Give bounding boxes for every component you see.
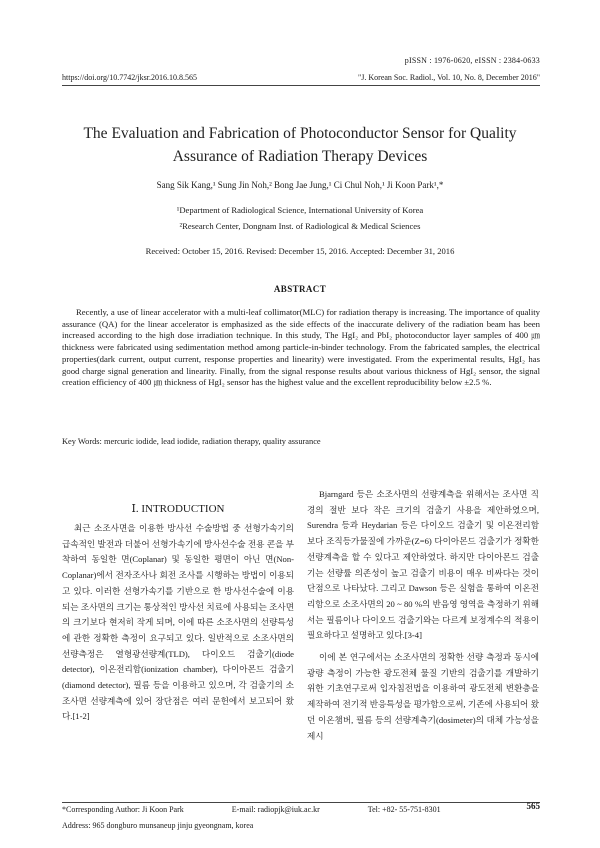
intro-paragraph-3: 이에 본 연구에서는 소조사면의 정확한 선량 측정과 동시에 광량 측정이 가능한 광도전체 물질 기반의 검출기를 개발하기 위한 기초연구로써 입자침전법을 이용하여 광도전체 변환층을 제작하여 전기적 반응특성을 평가함으로써, 기존에 사용되어 왔던 이온챔버, 필름 등의 선량계측기(dosimeter)의 대체 가능성을 제시: [307, 652, 539, 741]
email[interactable]: E-mail: radiopjk@iuk.ac.kr: [231, 805, 320, 814]
affiliation-2: ²Research Center, Dongnam Inst. of Radiological & Medical Sciences: [179, 221, 421, 231]
address: Address: 965 dongburo munsaneup jinju gyeongnam, korea: [62, 821, 254, 830]
title-line-2: Assurance of Radiation Therapy Devices: [172, 148, 428, 165]
section-title-introduction: Ⅰ. INTRODUCTION: [131, 503, 225, 515]
received-dates: Received: October 15, 2016. Revised: December 15, 2016. Accepted: December 31, 2016: [145, 246, 455, 256]
journal-citation: "J. Korean Soc. Radiol., Vol. 10, No. 8, December 2016": [358, 73, 540, 82]
corresponding-author: *Corresponding Author: Ji Koon Park: [62, 805, 184, 814]
paper-title: [60, 122, 540, 168]
doi-link[interactable]: https://doi.org/10.7742/jksr.2016.10.8.565: [62, 73, 197, 82]
abstract-heading: ABSTRACT: [273, 284, 327, 294]
intro-paragraph-2: Bjarngard 등은 소조사면의 선량계측을 위해서는 조사면 직경의 절반 보다 작은 크기의 검출기 사용을 제안하였으며, Surendra 등과 Heydarian 등은 다이오드 검출기 및 이온전리함 보다 조직등가물질에 가까운(Z=6) 다이아몬드 검출기가 정확한 선량계측을 할 수 있다고 제안하였다. 하지만 다이아몬드 검출기는 선량률 의존성이 높고 검출기 비용이 매우 비싸다는 것이 단점으로 나타났다. 그리고 Dawson 등은 실험을 통하여 이온전리함으로 소조사면의 20 ~ 80 %의 반음영 영역을 측정하기 위해서는 필름이나 다이오드 검출기와는 다르게 보정계수의 적용이 필요하다고 설명하고 있다.[3-4]: [307, 489, 539, 641]
right-column: [307, 487, 539, 744]
affiliation-1: ¹Department of Radiological Science, International University of Korea: [176, 205, 424, 215]
abstract-text: Recently, a use of linear accelerator with a multi-leaf collimator(MLC) for radiation therapy is increasing. The importance of quality assurance (QA) for the linear accelerator is emphasized as the side effects of the inaccurate delivery of the radiation beam has been increased according to the high dose irradiation technique. In this study, The HgI₂ and PbI₂ photoconductor layer samples of 400 ㎛ thickness were fabricated using sedimentation method among particle-in-binder technology. From the fabricated samples, the electrical properties(dark current, output current, response properties and linearity) were investigated. From the experimental results, HgI₂ has good charge signal generation and linearity. Finally, from the signal response results about various thickness of HgI₂ sensor, the signal creation efficiency of 400 ㎛ thickness of HgI₂ sensor has the highest value and the excellent reproducibility below ±2.5 %.: [62, 307, 540, 388]
corresponding-info: [62, 805, 441, 814]
header-rule: [62, 85, 540, 86]
left-column: [62, 487, 294, 725]
running-header: [62, 73, 540, 82]
footer-rule: [62, 802, 540, 803]
intro-paragraph-1: 최근 소조사면을 이용한 방사선 수술방법 중 선형가속기의 급속적인 발전과 더불어 선형가속기에 방사선수술 전용 콘을 부착하여 동일한 면(Coplanar) 및 동일한 평면이 아닌 면(Non-Coplanar)에서 전자조사나 회전 조사를 시행하는 방법이 이용되고 있다. 이러한 선형가속기를 기반으로 한 방사선수술에 이용되는 조사면의 크기는 통상적인 방사선 치료에 사용되는 조사면의 크기보다 현저히 작게 되며, 이에 따른 소조사면의 선량특성에 관한 정확한 측정이 요구되고 있다. 일반적으로 소조사면의 선량측정은 열형광선량계(TLD), 다이오드 검출기(diode detector), 이온전리함(ionization chamber), 다이아몬드 검출기(diamond detector), 필름 등을 이용하고 있으며, 각 검출기의 소조사면 선량계측에 있어 장단점은 여러 문헌에서 보고되어 왔다.[1-2]: [62, 523, 294, 722]
telephone: Tel: +82- 55-751-8301: [367, 805, 441, 814]
page-number: 565: [526, 801, 540, 811]
title-line-1: The Evaluation and Fabrication of Photoconductor Sensor for Quality: [83, 125, 517, 142]
keywords: Key Words: mercuric iodide, lead iodide, radiation therapy, quality assurance: [62, 437, 321, 446]
author-list: Sang Sik Kang,¹ Sung Jin Noh,² Bong Jae Jung,¹ Ci Chul Noh,¹ Ji Koon Park¹,*: [156, 180, 444, 190]
issn-line: pISSN : 1976-0620, eISSN : 2384-0633: [404, 56, 540, 65]
